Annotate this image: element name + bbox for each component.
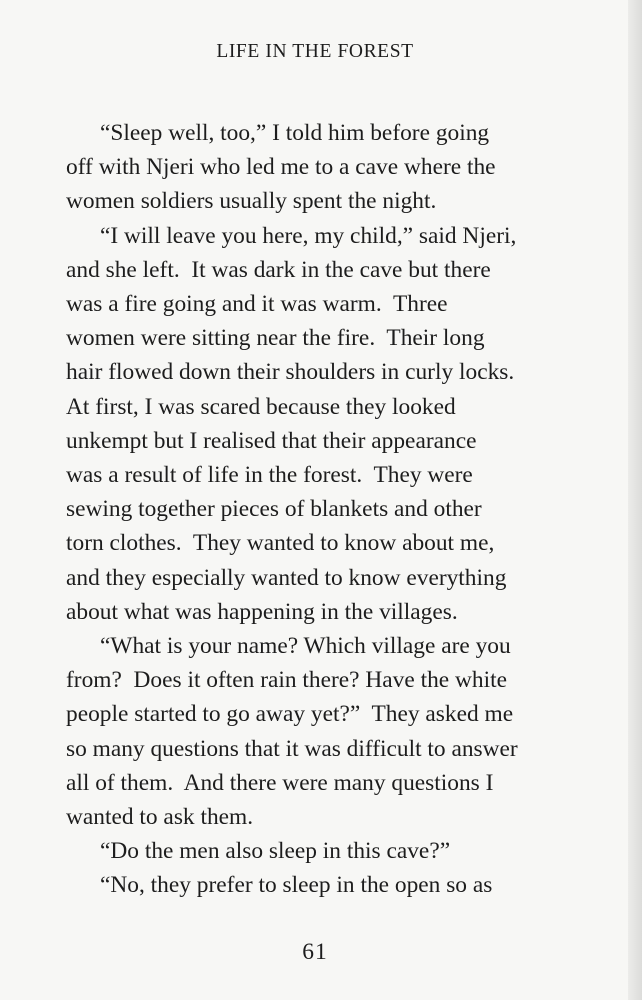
page-edge-shadow (628, 0, 642, 1000)
text-line: “What is your name? Which village are you (100, 633, 511, 660)
text-line: so many questions that it was difficult to answer (66, 735, 518, 762)
text-line: sewing together pieces of blankets and other (66, 496, 482, 523)
text-line: “Sleep well, too,” I told him before going (100, 120, 490, 146)
page-number: 61 (302, 939, 328, 965)
running-head: LIFE IN THE FOREST (216, 41, 414, 62)
text-line: “Do the men also sleep in this cave?” (100, 838, 451, 865)
text-line: people started to go away yet?” They asked me (66, 701, 514, 728)
text-line: torn clothes. They wanted to know about me, (66, 530, 495, 557)
text-line: wanted to ask them. (66, 804, 254, 831)
text-line: “No, they prefer to sleep in the open so as (100, 872, 493, 899)
text-line: and she left. It was dark in the cave but there (66, 256, 491, 283)
text-line: was a result of life in the forest. They were (66, 462, 473, 489)
text-line: was a fire going and it was warm. Three (66, 291, 448, 318)
text-line: from? Does it often rain there? Have the white (66, 667, 507, 694)
text-line: “I will leave you here, my child,” said Njeri, (100, 222, 517, 249)
text-line: women soldiers usually spent the night. (66, 188, 437, 215)
text-line: about what was happening in the villages. (66, 598, 458, 625)
text-line: off with Njeri who led me to a cave where the (66, 154, 496, 181)
text-line: hair flowed down their shoulders in curly locks. (66, 359, 515, 386)
text-line: all of them. And there were many questions I (66, 769, 494, 796)
text-line: At first, I was scared because they looked (66, 393, 456, 420)
text-line: and they especially wanted to know everything (66, 564, 507, 591)
text-line: women were sitting near the fire. Their long (66, 325, 485, 352)
text-line: unkempt but I realised that their appearance (66, 427, 477, 454)
body-text (66, 116, 566, 903)
